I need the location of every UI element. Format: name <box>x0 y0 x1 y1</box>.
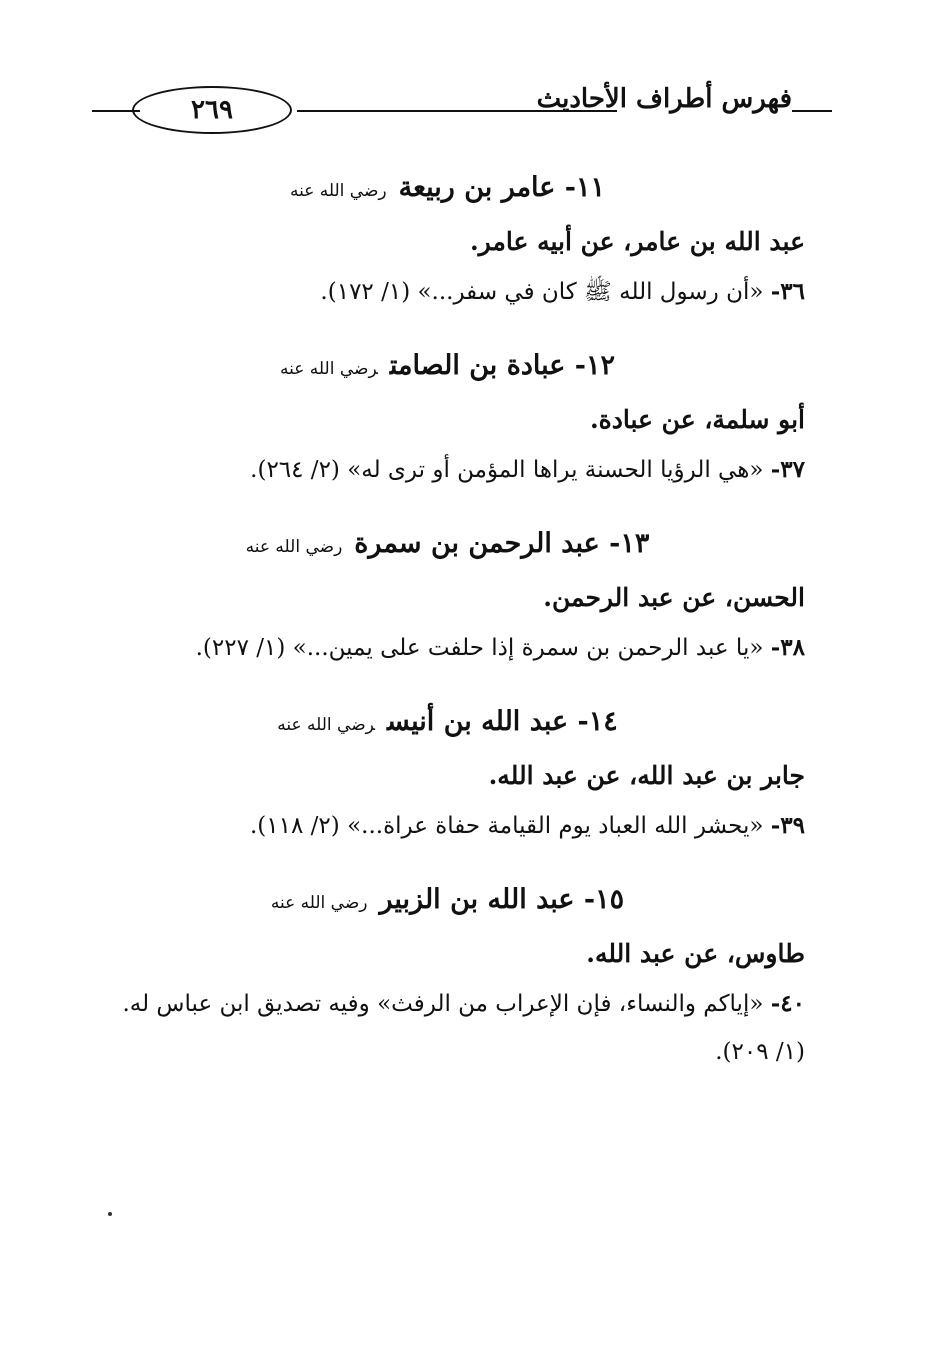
section-title: ١١- عامر بن ربيعة <box>398 172 606 203</box>
section-heading <box>90 872 805 928</box>
running-title: فهرس أطراف الأحاديث <box>536 84 792 114</box>
section-heading <box>90 694 805 750</box>
hadith-entry <box>90 802 805 850</box>
companion-section <box>90 694 805 850</box>
companion-section <box>90 160 805 316</box>
hadith-entry <box>90 446 805 494</box>
section-heading <box>90 516 805 572</box>
companion-section <box>90 516 805 672</box>
page-number: ٢٦٩ <box>132 86 292 134</box>
hadith-entry <box>90 980 805 1076</box>
hadith-text: «هي الرؤيا الحسنة يراها المؤمن أو ترى له» (٢/ ٢٦٤). <box>250 457 764 483</box>
honorific-glyph: رضي الله عنه <box>270 893 368 913</box>
section-title: ١٢- عبادة بن الصامت <box>389 350 615 381</box>
narrator-chain: جابر بن عبد الله، عن عبد الله. <box>488 761 805 790</box>
section-title: ١٥- عبد الله بن الزبير <box>379 884 625 915</box>
hadith-text: «أن رسول الله ﷺ كان في سفر...» (١/ ١٧٢). <box>320 279 764 305</box>
narrator-chain: عبد الله بن عامر، عن أبيه عامر. <box>469 227 805 256</box>
hadith-number: ٣٨- <box>770 634 805 661</box>
section-title: ١٣- عبد الرحمن بن سمرة <box>354 528 650 559</box>
honorific-glyph: رضي الله عنه <box>280 359 378 379</box>
header-rule <box>792 110 832 112</box>
index-content <box>90 160 805 1098</box>
section-heading <box>90 160 805 216</box>
hadith-text: «يحشر الله العباد يوم القيامة حفاة عراة...» (٢/ ١١٨). <box>250 813 764 839</box>
honorific-glyph: رضي الله عنه <box>245 537 343 557</box>
page-header <box>92 78 832 138</box>
hadith-number: ٣٦- <box>770 278 805 305</box>
hadith-text: «إياكم والنساء، فإن الإعراب من الرفث» وفيه تصديق ابن عباس له. (١/ ٢٠٩). <box>122 991 805 1065</box>
hadith-number: ٤٠- <box>770 990 805 1017</box>
hadith-number: ٣٧- <box>770 456 805 483</box>
section-heading <box>90 338 805 394</box>
narrator-chain: طاوس، عن عبد الله. <box>586 939 805 968</box>
hadith-entry <box>90 624 805 672</box>
companion-section <box>90 872 805 1076</box>
narrator-chain: أبو سلمة، عن عبادة. <box>589 405 805 434</box>
honorific-glyph: رضي الله عنه <box>277 715 376 735</box>
honorific-glyph: رضي الله عنه <box>289 181 387 201</box>
hadith-text: «يا عبد الرحمن بن سمرة إذا حلفت على يمين...» (١/ ٢٢٧). <box>195 635 764 661</box>
hadith-entry <box>90 268 805 316</box>
narrator-chain: الحسن، عن عبد الرحمن. <box>543 583 805 612</box>
hadith-number: ٣٩- <box>770 812 805 839</box>
scan-speck <box>108 1212 112 1216</box>
companion-section <box>90 338 805 494</box>
section-title: ١٤- عبد الله بن أنيس <box>387 706 618 737</box>
